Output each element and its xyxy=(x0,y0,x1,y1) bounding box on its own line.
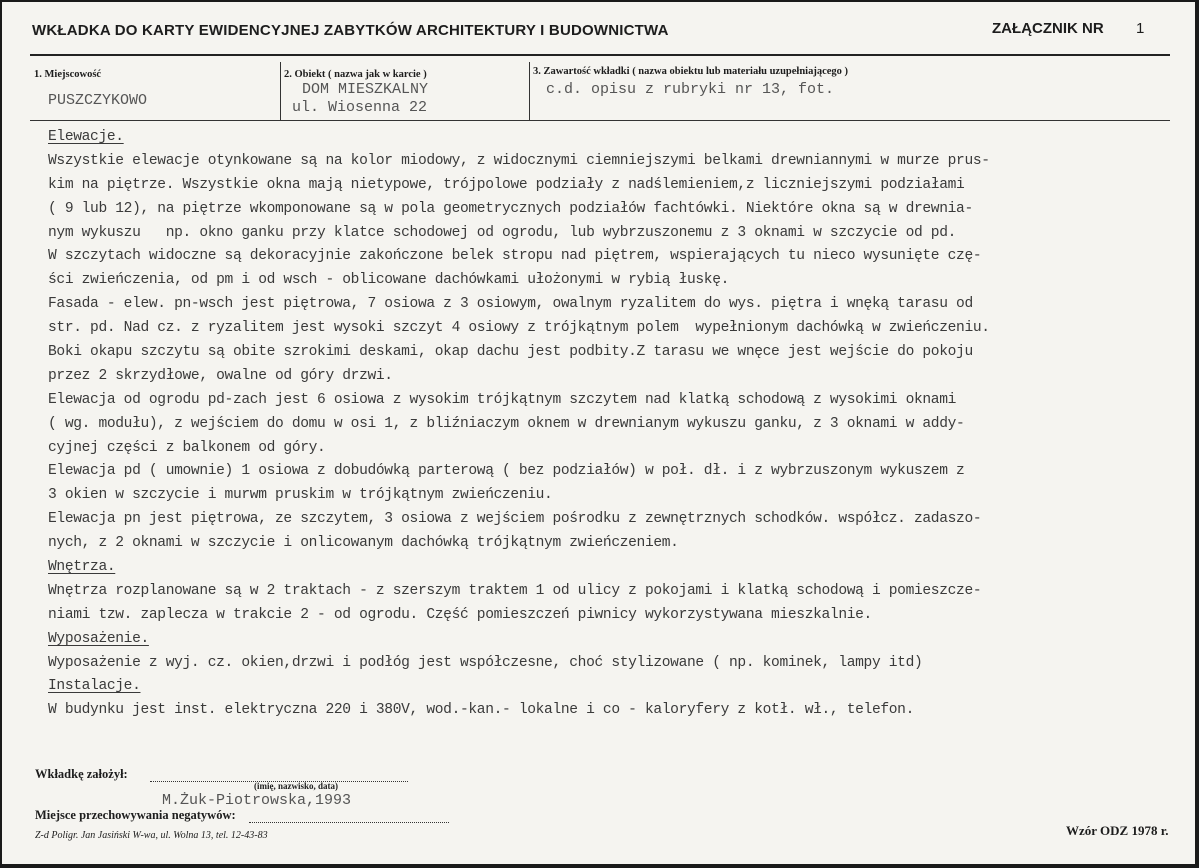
text-line: 3 okien w szczycie i murwm pruskim w trójkątnym zwieńczeniu. xyxy=(48,487,553,504)
text-line: ( 9 lub 12), na piętrze wkomponowane są w pola geometrycznych podziałów fachtówki. Niektóre okna są w drewnia- xyxy=(48,200,973,217)
object-value-line2: ul. Wiosenna 22 xyxy=(292,99,428,116)
text-line: cyjnej części z balkonem od góry. xyxy=(48,439,326,456)
section-heading-text: Elewacje. xyxy=(48,129,124,145)
section-heading-text: Wyposażenie. xyxy=(48,630,149,647)
negatives-storage-line xyxy=(249,822,449,823)
object-value-line1: DOM MIESZKALNY xyxy=(302,81,429,98)
locality-label: 1. Miejscowość xyxy=(34,69,102,80)
header-rule xyxy=(30,54,1170,56)
field-divider xyxy=(280,62,281,120)
text-line: ( wg. modułu), z wejściem do domu w osi 1, z bliźniaczym oknem w drewnianym wykuszu ganku, z 3 oknami w addy- xyxy=(48,415,965,432)
text-line: nych, z 2 oknami w szczycie i onlicowanym dachówką trójkątnym zwieńczeniem. xyxy=(48,535,679,552)
text-line: niami tzw. zaplecza w trakcie 2 - od ogrodu. Część pomieszczeń piwnicy wykorzystywana mieszkalnie. xyxy=(48,606,872,623)
form-id: Wzór ODZ 1978 r. xyxy=(1066,823,1169,838)
object-label xyxy=(284,69,427,80)
text-line: W szczytach widoczne są dekoracyjnie zakończone belek stropu nad piętrem, wspierających tu nieco wysunięte czę- xyxy=(48,248,982,265)
text-line: nym wykuszu np. okno ganku przy klatce schodowej od ogrodu, lub wybrzuszonemu z 3 oknami w szczycie od pd. xyxy=(48,224,957,241)
text-line: przez 2 skrzydłowe, owalne od góry drzwi. xyxy=(48,367,393,384)
content-label xyxy=(533,66,848,77)
object-label-text: 2. Obiekt xyxy=(284,69,326,80)
text-line: Fasada - elew. pn-wsch jest piętrowa, 7 osiowa z 3 osiowym, owalnym ryzalitem do wys. piętra i wnęką tarasu od xyxy=(48,296,973,313)
text-line: W budynku jest inst. elektryczna 220 i 380V, wod.-kan.- lokalne i co - kaloryfery z kotł. wł., telefon. xyxy=(48,702,914,719)
fields-rule xyxy=(30,120,1170,121)
text-line: Wyposażenie z wyj. cz. okien,drzwi i podłóg jest współczesne, choć stylizowane ( np. kominek, lampy itd) xyxy=(48,654,923,671)
prepared-by-note: (imię, nazwisko, data) xyxy=(254,781,338,791)
text-line: Boki okapu szczytu są obite szrokimi deskami, okap dachu jest podbity.Z tarasu we wnęce jest wejście do pokoju xyxy=(48,344,973,361)
object-label-note: ( nazwa jak w karcie ) xyxy=(328,69,427,80)
content-label-note: ( nazwa obiektu lub materiału uzupełniającego ) xyxy=(632,66,849,77)
text-line: Elewacja pd ( umownie) 1 osiowa z dobudówką parterową ( bez podziałów) w poł. dł. i z wybrzuszonym wykuszem z xyxy=(48,463,965,480)
negatives-storage-label: Miejsce przechowywania negatywów: xyxy=(35,808,236,822)
text-line: str. pd. Nad cz. z ryzalitem jest wysoki szczyt 4 osiowy z trójkątnym polem wypełnionym dachówką w zwieńczeniu. xyxy=(48,320,990,337)
attachment-label: ZAŁĄCZNIK NR xyxy=(992,20,1104,37)
text-line: kim na piętrze. Wszystkie okna mają nietypowe, trójpolowe podziały z nadślemieniem,z liczniejszymi podziałami xyxy=(48,176,965,193)
description-text xyxy=(48,126,1188,723)
prepared-by-value: M.Żuk-Piotrowska,1993 xyxy=(162,792,352,809)
text-line: Elewacja pn jest piętrowa, ze szczytem, 3 osiowa z wejściem pośrodku z zewnętrznych schodków. współcz. zadaszo- xyxy=(48,511,982,528)
locality-value: PUSZCZYKOWO xyxy=(48,92,148,109)
prepared-by-label: Wkładkę założył: xyxy=(35,767,128,781)
text-line: ści zwieńczenia, od pm i od wsch - oblicowane dachówkami ułożonymi w rybią łuskę. xyxy=(48,272,730,289)
content-value: c.d. opisu z rubryki nr 13, fot. xyxy=(546,81,835,98)
text-line: Elewacja od ogrodu pd-zach jest 6 osiowa z wysokim trójkątnym szczytem nad klatką schodową z wysokimi oknami xyxy=(48,391,957,408)
record-card xyxy=(2,2,1195,864)
section-heading-text: Instalacje. xyxy=(48,678,141,695)
field-divider xyxy=(529,62,530,120)
text-line: Wnętrza rozplanowane są w 2 traktach - z szerszym traktem 1 od ulicy z pokojami i klatką schodową i pomieszcze- xyxy=(48,582,982,599)
section-heading xyxy=(48,126,1188,150)
section-heading xyxy=(48,556,1188,580)
section-heading xyxy=(48,675,1188,699)
attachment-number: 1 xyxy=(1136,20,1145,37)
content-label-text: 3. Zawartość wkładki xyxy=(533,66,630,77)
printer-imprint: Z-d Poligr. Jan Jasiński W-wa, ul. Wolna 13, tel. 12-43-83 xyxy=(35,830,268,841)
section-heading xyxy=(48,628,1188,652)
form-title: WKŁADKA DO KARTY EWIDENCYJNEJ ZABYTKÓW ARCHITEKTURY I BUDOWNICTWA xyxy=(32,22,669,39)
text-line: Wszystkie elewacje otynkowane są na kolor miodowy, z widocznymi ciemniejszymi belkami drewniannymi w murze prus- xyxy=(48,152,990,169)
section-heading-text: Wnętrza. xyxy=(48,559,116,576)
